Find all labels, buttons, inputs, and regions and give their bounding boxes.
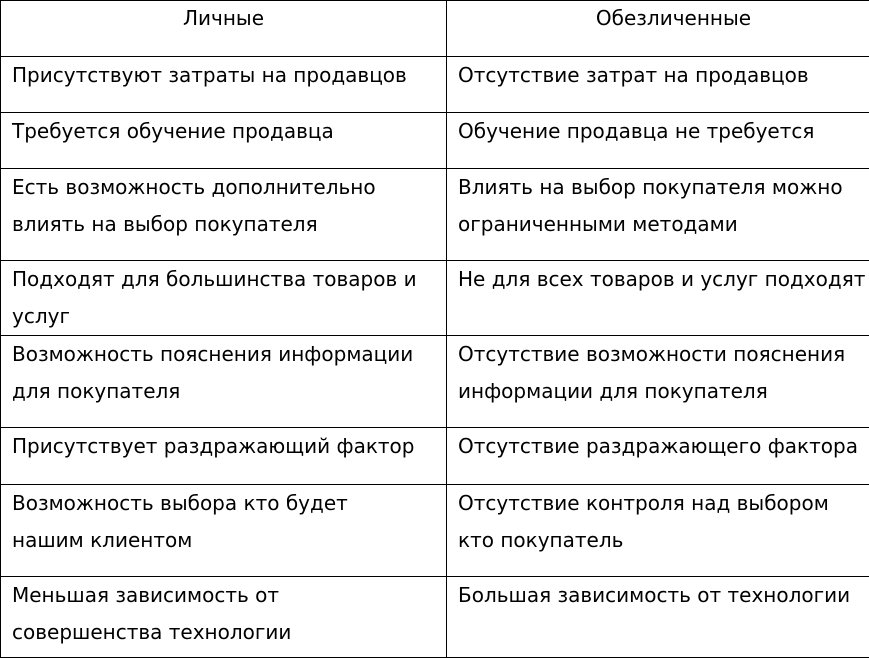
table-row	[1, 577, 869, 658]
cell-personal: Меньшая зависимость от совершенства технологии	[1, 577, 447, 658]
table-row	[1, 428, 869, 485]
table-row	[1, 485, 869, 577]
cell-personal: Подходят для большинства товаров и услуг	[1, 261, 447, 336]
table-row	[1, 169, 869, 261]
cell-personal: Требуется обучение продавца	[1, 113, 447, 169]
header-personal: Личные	[1, 1, 447, 57]
header-impersonal: Обезличенные	[447, 1, 869, 57]
cell-personal: Возможность пояснения информации для покупателя	[1, 336, 447, 428]
header-row	[1, 1, 869, 57]
table-row	[1, 336, 869, 428]
cell-impersonal: Отсутствие затрат на продавцов	[447, 57, 869, 113]
cell-personal: Возможность выбора кто будет нашим клиентом	[1, 485, 447, 577]
cell-impersonal: Не для всех товаров и услуг подходят	[447, 261, 869, 336]
table-row	[1, 261, 869, 336]
table-row	[1, 57, 869, 113]
table-row	[1, 113, 869, 169]
cell-personal: Присутствует раздражающий фактор	[1, 428, 447, 485]
cell-impersonal: Большая зависимость от технологии	[447, 577, 869, 658]
cell-impersonal: Отсутствие возможности пояснения информации для покупателя	[447, 336, 869, 428]
cell-personal: Присутствуют затраты на продавцов	[1, 57, 447, 113]
cell-personal: Есть возможность дополнительно влиять на выбор покупателя	[1, 169, 447, 261]
cell-impersonal: Отсутствие раздражающего фактора	[447, 428, 869, 485]
cell-impersonal: Влиять на выбор покупателя можно ограниченными методами	[447, 169, 869, 261]
cell-impersonal: Обучение продавца не требуется	[447, 113, 869, 169]
cell-impersonal: Отсутствие контроля над выбором кто покупатель	[447, 485, 869, 577]
